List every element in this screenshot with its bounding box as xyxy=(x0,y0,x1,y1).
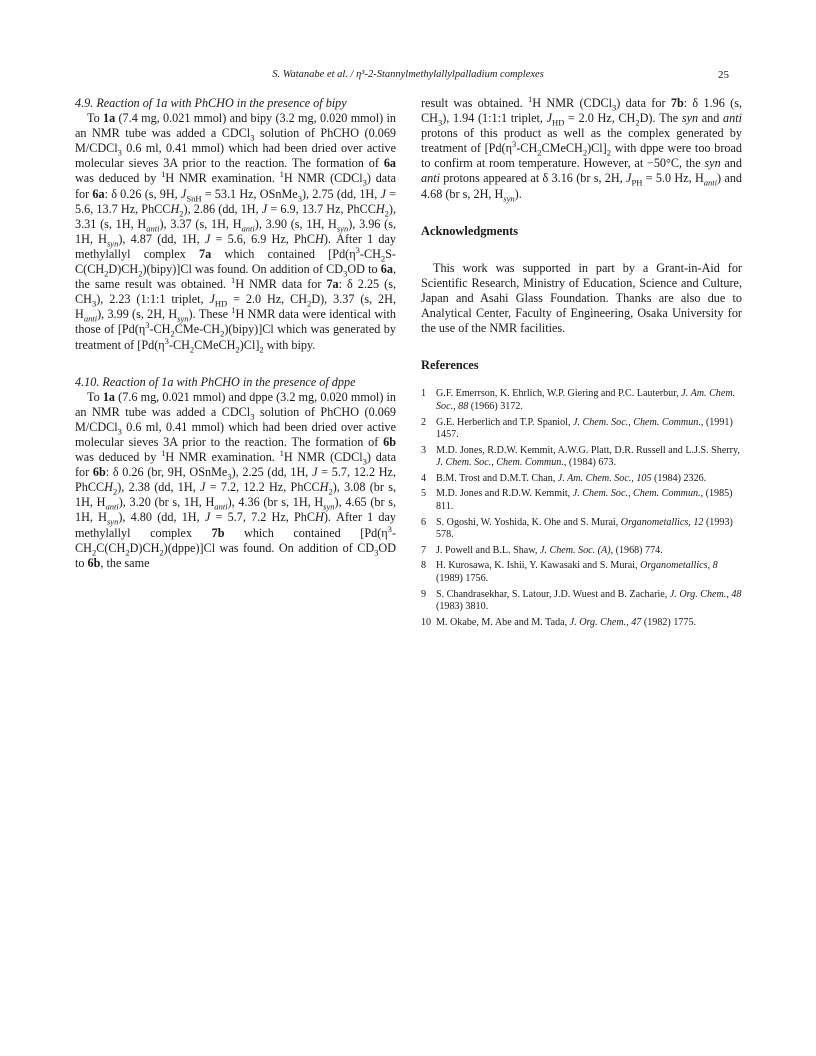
reference-number: 10 xyxy=(421,616,432,628)
reference-number: 8 xyxy=(421,560,427,572)
page-number: 25 xyxy=(718,69,729,81)
references-heading: References xyxy=(421,358,479,373)
reference-number: 6 xyxy=(421,516,427,528)
reference-journal: Organometallics, 12 xyxy=(620,516,704,528)
reference-details: , (1984) 673. xyxy=(563,457,616,469)
reference-authors: M. Okabe, M. Abe and M. Tada, xyxy=(436,616,570,628)
reference-journal: J. Org. Chem., 47 xyxy=(569,616,642,628)
reference-authors: S. Chandrasekhar, S. Latour, J.D. Wuest and B. Zacharie, xyxy=(436,588,670,600)
reference-journal: J. Chem. Soc., Chem. Commun. xyxy=(573,416,701,428)
reference-details: (1984) 2326. xyxy=(651,472,707,484)
reference-number: 2 xyxy=(421,416,427,428)
page-header xyxy=(0,68,816,84)
reference-authors: M.D. Jones, R.D.W. Kemmit, A.W.G. Platt, D.R. Russell and L.J.S. Sherry, xyxy=(436,444,740,456)
references-list xyxy=(421,388,742,629)
reference-details: (1989) 1756. xyxy=(436,573,489,585)
reference-authors: M.D. Jones and R.D.W. Kemmit, xyxy=(436,488,573,500)
reference-item xyxy=(421,388,742,413)
reference-details: , (1968) 774. xyxy=(610,544,663,556)
reference-journal: J. Chem. Soc., Chem. Commun. xyxy=(572,488,701,500)
reference-journal: J. Chem. Soc. (A) xyxy=(539,544,611,556)
reference-authors: B.M. Trost and D.M.T. Chan, xyxy=(436,472,558,484)
reference-authors: G.E. Herberlich and T.P. Spaniol, xyxy=(436,416,573,428)
reference-details: , (1991) 1457. xyxy=(436,416,733,441)
reference-number: 9 xyxy=(421,588,427,600)
reference-number: 4 xyxy=(421,472,427,484)
reference-journal: J. Org. Chem., 48 xyxy=(669,588,742,600)
reference-authors: G.F. Emerrson, K. Ehrlich, W.P. Giering and P.C. Lauterbur, xyxy=(436,388,682,400)
reference-item xyxy=(421,473,742,486)
reference-item xyxy=(421,445,742,470)
running-head: S. Watanabe et al. / η³-2-Stannylmethylallylpalladium complexes xyxy=(272,69,544,80)
reference-item xyxy=(421,589,742,614)
reference-details: (1982) 1775. xyxy=(641,616,697,628)
left-column xyxy=(75,96,396,571)
reference-journal: J. Am. Chem. Soc., 105 xyxy=(557,472,652,484)
reference-authors: J. Powell and B.L. Shaw, xyxy=(436,544,540,556)
section-heading-4-10: 4.10. Reaction of 1a with PhCHO in the presence of dppe xyxy=(75,374,356,389)
reference-authors: S. Ogoshi, W. Yoshida, K. Ohe and S. Murai, xyxy=(436,516,621,528)
section-4-10-body: To 1a (7.6 mg, 0.021 mmol) and dppe (3.2 mg, 0.020 mmol) in an NMR tube was added a CDCl$_3$ solution of PhCHO (0.069 M/CDCl$_3$ 0.6 ml, 0.41 mmol) which had been dried over active molecular sieves 3A prior to the reaction. The formation of 6b was deduced by $^1$H NMR examination. $^1$H NMR (CDCl$_3$) data for 6b: δ 0.26 (br, 9H, OSnMe$_3$), 2.25 (dd, 1H, J = 5.7, 12.2 Hz, PhCCH$_2$), 2.38 (dd, 1H, J = 7.2, 12.2 Hz, PhCCH$_2$), 3.08 (br s, 1H, $H_{anti}$), 3.20 (br s, 1H, $H_{anti}$), 4.36 (br s, 1H, $H_{syn}$), 4.65 (br s, 1H, $H_{syn}$), 4.80 (dd, 1H, J = 5.7, 7.2 Hz, PhCH). After 1 day methylallyl complex 7b which contained $[Pd(\eta^3-CH_2C(CH_2D)CH_2)(dppe)]Cl$ was found. On addition of $CD_3OD$ to 6b, the same xyxy=(75,389,397,570)
reference-item xyxy=(421,488,742,513)
reference-item xyxy=(421,545,742,558)
reference-number: 5 xyxy=(421,488,427,500)
reference-details: (1966) 3172. xyxy=(468,400,523,412)
acknowledgments-body: This work was supported in part by a Grant-in-Aid for Scientific Research, Ministry of Education, Science and Culture, Japan and Asahi Glass Foundation. Thanks are also due to Analytical Center, Faculty of Engineering, Osaka University for the use of the NMR facilities. xyxy=(421,260,742,336)
reference-number: 7 xyxy=(421,544,427,556)
reference-item xyxy=(421,560,742,585)
reference-item xyxy=(421,617,742,630)
right-column xyxy=(421,93,743,632)
reference-details: (1983) 3810. xyxy=(436,601,489,613)
reference-item xyxy=(421,417,742,442)
reference-journal: J. Chem. Soc., Chem. Commun. xyxy=(436,457,564,469)
reference-details: (1993) 578. xyxy=(436,516,733,541)
reference-item xyxy=(421,517,742,542)
section-heading-4-9: 4.9. Reaction of 1a with PhCHO in the presence of bipy xyxy=(75,96,347,110)
acknowledgments-heading: Acknowledgments xyxy=(421,223,519,238)
reference-journal: Organometallics, 8 xyxy=(640,560,718,572)
reference-authors: H. Kurosawa, K. Ishii, Y. Kawasaki and S. Murai, xyxy=(436,560,641,572)
section-4-9-body: To 1a (7.4 mg, 0.021 mmol) and bipy (3.2 mg, 0.020 mmol) in an NMR tube was added a CDCl$_3$ solution of PhCHO (0.069 M/CDCl$_3$ 0.6 ml, 0.41 mmol) which had been dried over active molecular sieves 3A prior to the reaction. The formation of 6a was deduced by $^1$H NMR examination. $^1$H NMR (CDCl$_3$) data for 6a: δ 0.26 (s, 9H, $J_{SnH} = 53.1$ Hz, OSnMe$_3$), 2.75 (dd, 1H, J = 5.6, 13.7 Hz, PhCCH$_2$), 2.86 (dd, 1H, J = 6.9, 13.7 Hz, PhCCH$_2$), 3.31 (s, 1H, $H_{anti}$), 3.37 (s, 1H, $H_{anti}$), 3.90 (s, 1H, $H_{syn}$), 3.96 (s, 1H, $H_{syn}$), 4.87 (dd, 1H, J = 5.6, 6.9 Hz, PhCH). After 1 day methylallyl complex 7a which contained $[Pd(\eta^3-CH_2S-C(CH_2D)CH_2)(bipy)]Cl$ was found. On addition of $CD_3OD$ to 6a, the same result was obtained. $^1$H NMR data for 7a: δ 2.25 (s, $CH_3$), 2.23 (1:1:1 triplet, $J_{HD} = 2.0$ Hz, $CH_2D$), 3.37 (s, 2H, $H_{anti}$), 3.99 (s, 2H, $H_{syn}$). These $^1$H NMR data were identical with those of $[Pd(\eta^3-CH_2CMe-CH_2)(bipy)]Cl$ which was generated by treatment of $[Pd(\eta^3-CH_2CMeCH_2)Cl]_2$ with bipy. xyxy=(75,111,397,354)
reference-journal: J. Am. Chem. Soc., 88 xyxy=(436,388,736,412)
reference-number: 3 xyxy=(421,444,427,456)
reference-number: 1 xyxy=(421,388,427,400)
reference-details: , (1985) 811. xyxy=(436,488,733,513)
section-4-10-continued: result was obtained. $^1$H NMR (CDCl$_3$) data for 7b: δ 1.96 (s, $CH_3$), 1.94 (1:1:1 triplet, $J_{HD} = 2.0$ Hz, $CH_2D$). The syn and anti protons of this product as well as the complex generated by treatment of $[Pd(\eta^3-CH_2CMeCH_2)Cl]_2$ with dppe were too broad to confirm at room temperature. However, at −50°C, the syn and anti protons appeared at δ 3.16 (br s, 2H, $J_{PH} = 5.0$ Hz, $H_{anti}$) and 4.68 (br s, 2H, $H_{syn}$). xyxy=(421,93,743,203)
